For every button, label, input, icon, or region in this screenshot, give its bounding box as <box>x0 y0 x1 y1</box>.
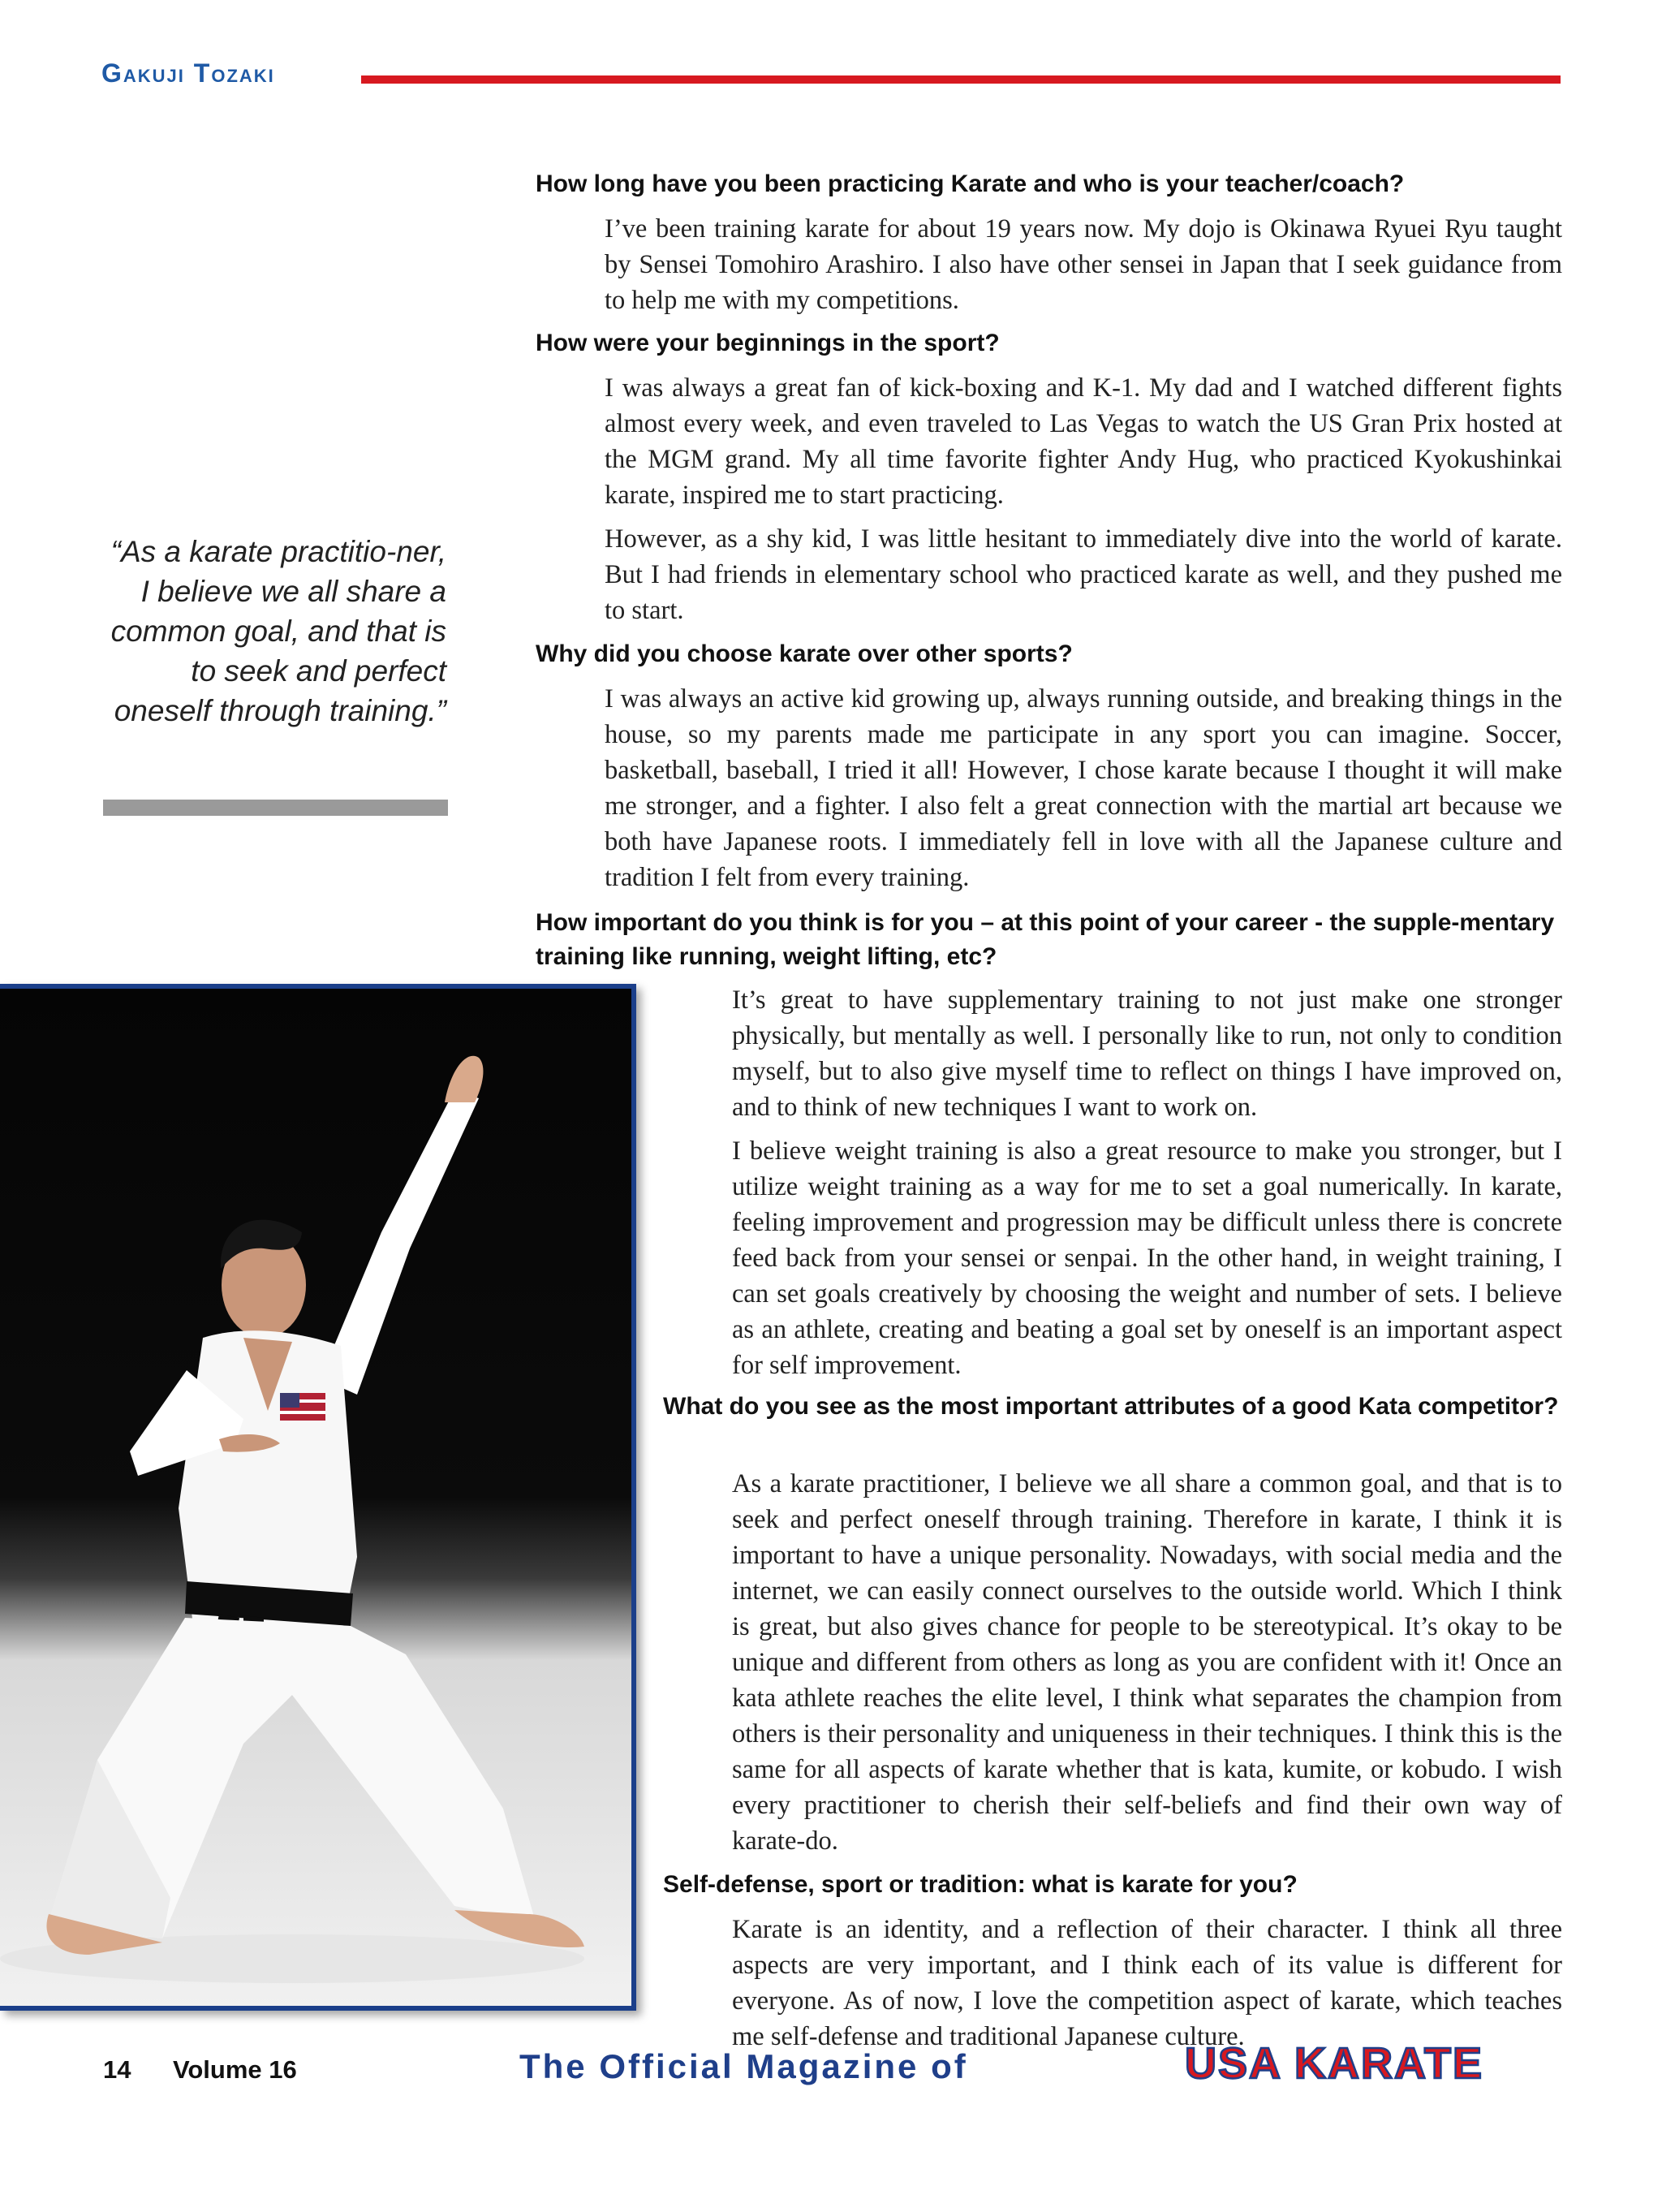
question-4: How important do you think is for you – at this point of your career - the supple-mentary training like running, weight lifting, etc? <box>536 909 1555 970</box>
magazine-tagline: The Official Magazine of <box>519 2047 968 2085</box>
svg-text:USA KARATE: USA KARATE <box>1185 2039 1483 2088</box>
usa-karate-logo <box>1185 2037 1518 2088</box>
answer-2-p1: I was always a great fan of kick-boxing and K-1. My dad and I watched different fights almost every week, and even traveled to Las Vegas to watch the US Gran Prix hosted at the MGM grand. My all time favorite fighter Andy Hug, who practiced Kyokushinkai karate, inspired me to start practicing. <box>605 373 1562 510</box>
running-header-title: Gakuji Tozaki <box>101 58 275 88</box>
question-1: How long have you been practicing Karate and who is your teacher/coach? <box>536 170 1405 197</box>
pull-quote-rule <box>103 800 448 816</box>
volume-label: Volume 16 <box>173 2055 297 2084</box>
answer-3-p1: I was always an active kid growing up, always running outside, and breaking things in the house, so my parents made me participate in any sport you can imagine. Soccer, basketball, baseball, I tried it all! However, I chose karate because I thought it will make me stronger, and a fighter. I also felt a great connection with the martial art because we both have Japanese roots. I immediately fell in love with all the Japanese culture and tradition I felt from every training. <box>605 684 1562 892</box>
karate-athlete-figure <box>0 989 631 2006</box>
answer-6-p1: Karate is an identity, and a reflection of their character. I think all three aspects are very important, and I think each of its value is different for everyone. As of now, I love the competition aspect of karate, which teaches me self-defense and traditional Japanese culture. <box>732 1915 1562 2051</box>
header-rule <box>361 75 1561 84</box>
athlete-photo <box>0 989 631 2006</box>
answer-5-p1: As a karate practitioner, I believe we all share a common goal, and that is to seek and perfect oneself through training. Therefore in karate, I think it is important to have a unique personality. Nowadays, with social media and the internet, we can easily connect ourselves to the outside world. Which I think is great, but also gives chance for people to be stereotypical. It’s okay to be unique and different from others as long as you are confident with it! Once an kata athlete reaches the elite level, I think what separates the champion from others is their personality and uniqueness in their techniques. I think this is the same for all aspects of karate whether that is kata, kumite, or kobudo. I wish every practitioner to cherish their self-beliefs and find their own way of karate-do. <box>732 1469 1562 1856</box>
page-number: 14 <box>103 2055 131 2084</box>
question-6: Self-defense, sport or tradition: what is karate for you? <box>663 1871 1298 1898</box>
answer-1-p1: I’ve been training karate for about 19 years now. My dojo is Okinawa Ryuei Ryu taught by Sensei Tomohiro Arashiro. I also have other sensei in Japan that I seek guidance from to help me with my competitions. <box>605 214 1562 315</box>
pull-quote: “As a karate practitio-ner, I believe we all share a common goal, and that is to seek and perfect oneself through training.” <box>110 535 446 727</box>
answer-2-p2: However, as a shy kid, I was little hesitant to immediately dive into the world of karate. But I had friends in elementary school who practiced karate as well, and they pushed me to start. <box>605 524 1562 625</box>
question-2: How were your beginnings in the sport? <box>536 330 1000 356</box>
athlete-photo-frame <box>0 984 636 2011</box>
answer-4-p2: I believe weight training is also a great resource to make you stronger, but I utilize weight training as a way for me to set a goal numerically. In karate, feeling improvement and progression may be difficult unless there is concrete feed back from your sensei or senpai. In the other hand, in weight training, I can set goals creatively by choosing the weight and number of sets. I believe as an athlete, creating and beating a goal set by oneself is an important aspect for self improvement. <box>732 1136 1562 1380</box>
question-5: What do you see as the most important attributes of a good Kata competitor? <box>663 1393 1559 1420</box>
question-3: Why did you choose karate over other sports? <box>536 640 1073 667</box>
answer-4-p1: It’s great to have supplementary training to not just make one stronger physically, but mentally as well. I personally like to run, not only to condition myself, but to also give myself time to reflect on things I have improved on, and to think of new techniques I want to work on. <box>732 985 1562 1122</box>
